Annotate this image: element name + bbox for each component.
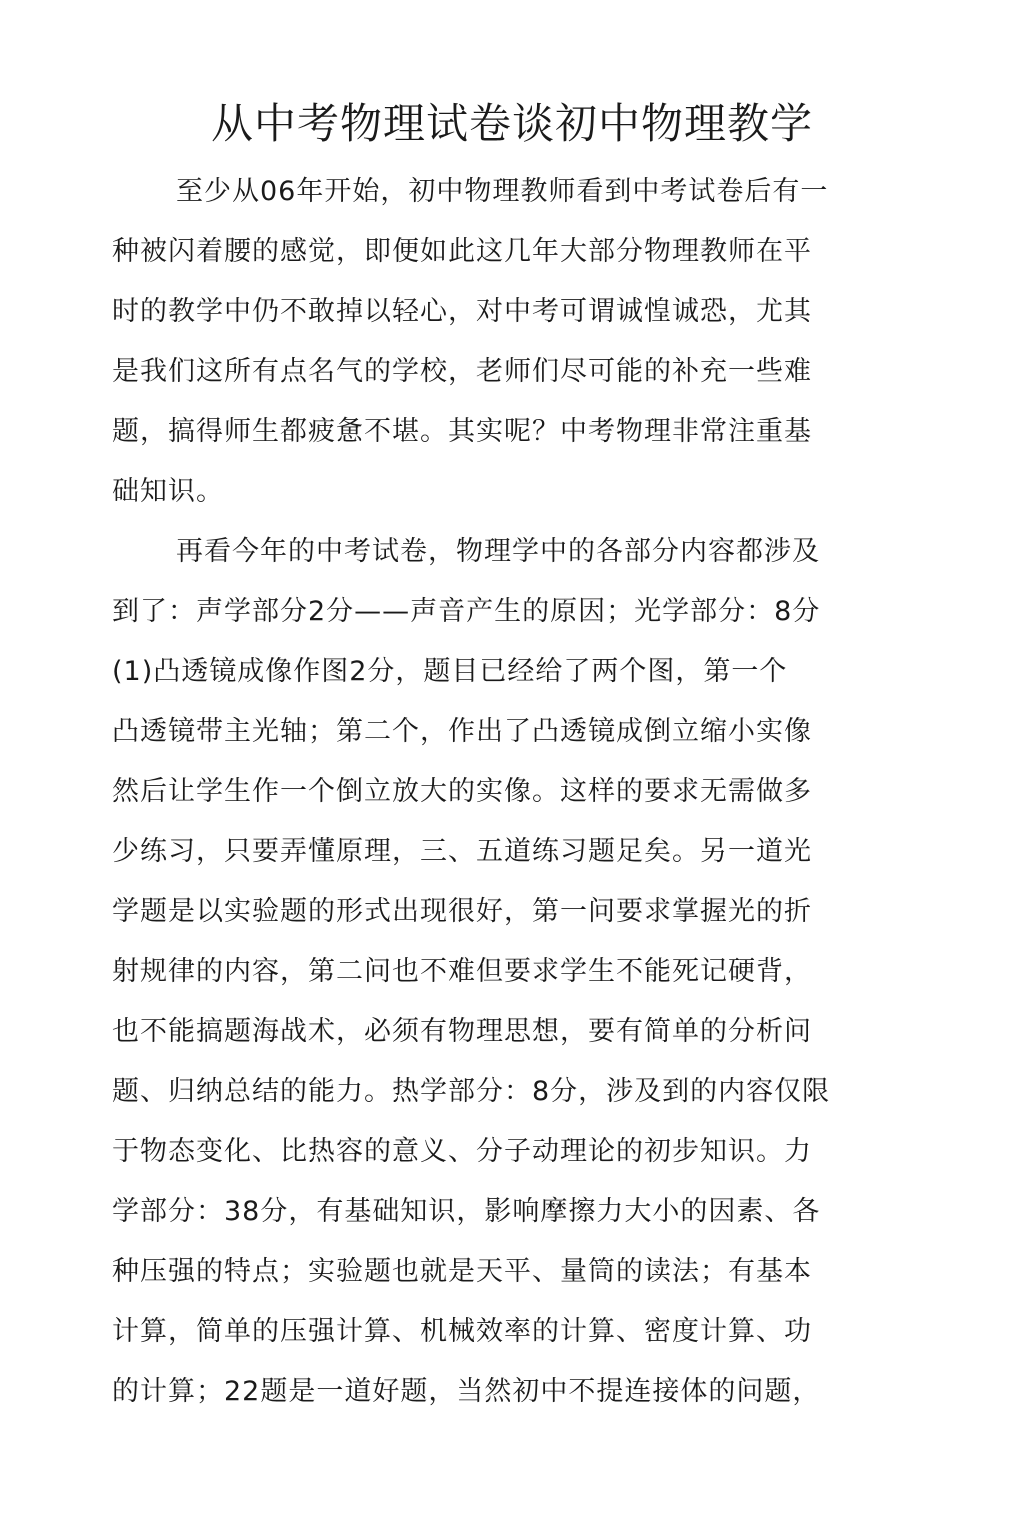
paragraph-line: 的计算；22题是一道好题，当然初中不提连接体的问题，: [112, 1376, 821, 1407]
paragraph-line: 也不能搞题海战术，必须有物理思想，要有简单的分析问: [112, 1016, 812, 1047]
paragraph-line: 于物态变化、比热容的意义、分子动理论的初步知识。力: [112, 1136, 812, 1167]
paragraph-line: 射规律的内容，第二问也不难但要求学生不能死记硬背，: [112, 956, 812, 987]
paragraph-line: 学部分：38分，有基础知识，影响摩擦力大小的因素、各: [112, 1196, 821, 1227]
paragraph-line: 至少从06年开始，初中物理教师看到中考试卷后有一: [176, 176, 829, 207]
paragraph-line: 题、归纳总结的能力。热学部分：8分，涉及到的内容仅限: [112, 1076, 831, 1107]
paragraph-line: 种压强的特点；实验题也就是天平、量筒的读法；有基本: [112, 1256, 812, 1287]
paragraph-line: 题，搞得师生都疲惫不堪。其实呢？中考物理非常注重基: [112, 416, 812, 447]
paragraph-line: (1)凸透镜成像作图2分，题目已经给了两个图，第一个: [112, 656, 788, 687]
paragraph-line: 然后让学生作一个倒立放大的实像。这样的要求无需做多: [112, 776, 812, 807]
paragraph-line: 计算，简单的压强计算、机械效率的计算、密度计算、功: [112, 1316, 812, 1347]
page-title: 从中考物理试卷谈初中物理教学: [210, 99, 813, 148]
paragraph-line: 少练习，只要弄懂原理，三、五道练习题足矣。另一道光: [112, 836, 812, 867]
paragraph-line: 凸透镜带主光轴；第二个，作出了凸透镜成倒立缩小实像: [112, 716, 812, 747]
paragraph-line: 时的教学中仍不敢掉以轻心，对中考可谓诚惶诚恐，尤其: [112, 296, 812, 327]
paragraph-line: 再看今年的中考试卷，物理学中的各部分内容都涉及: [176, 536, 820, 567]
paragraph-line: 是我们这所有点名气的学校，老师们尽可能的补充一些难: [112, 356, 812, 387]
paragraph-line: 础知识。: [112, 476, 224, 507]
paragraph-line: 种被闪着腰的感觉，即便如此这几年大部分物理教师在平: [112, 236, 812, 267]
paragraph-line: 学题是以实验题的形式出现很好，第一问要求掌握光的折: [112, 896, 812, 927]
paragraph-line: 到了：声学部分2分——声音产生的原因；光学部分：8分: [112, 596, 821, 627]
